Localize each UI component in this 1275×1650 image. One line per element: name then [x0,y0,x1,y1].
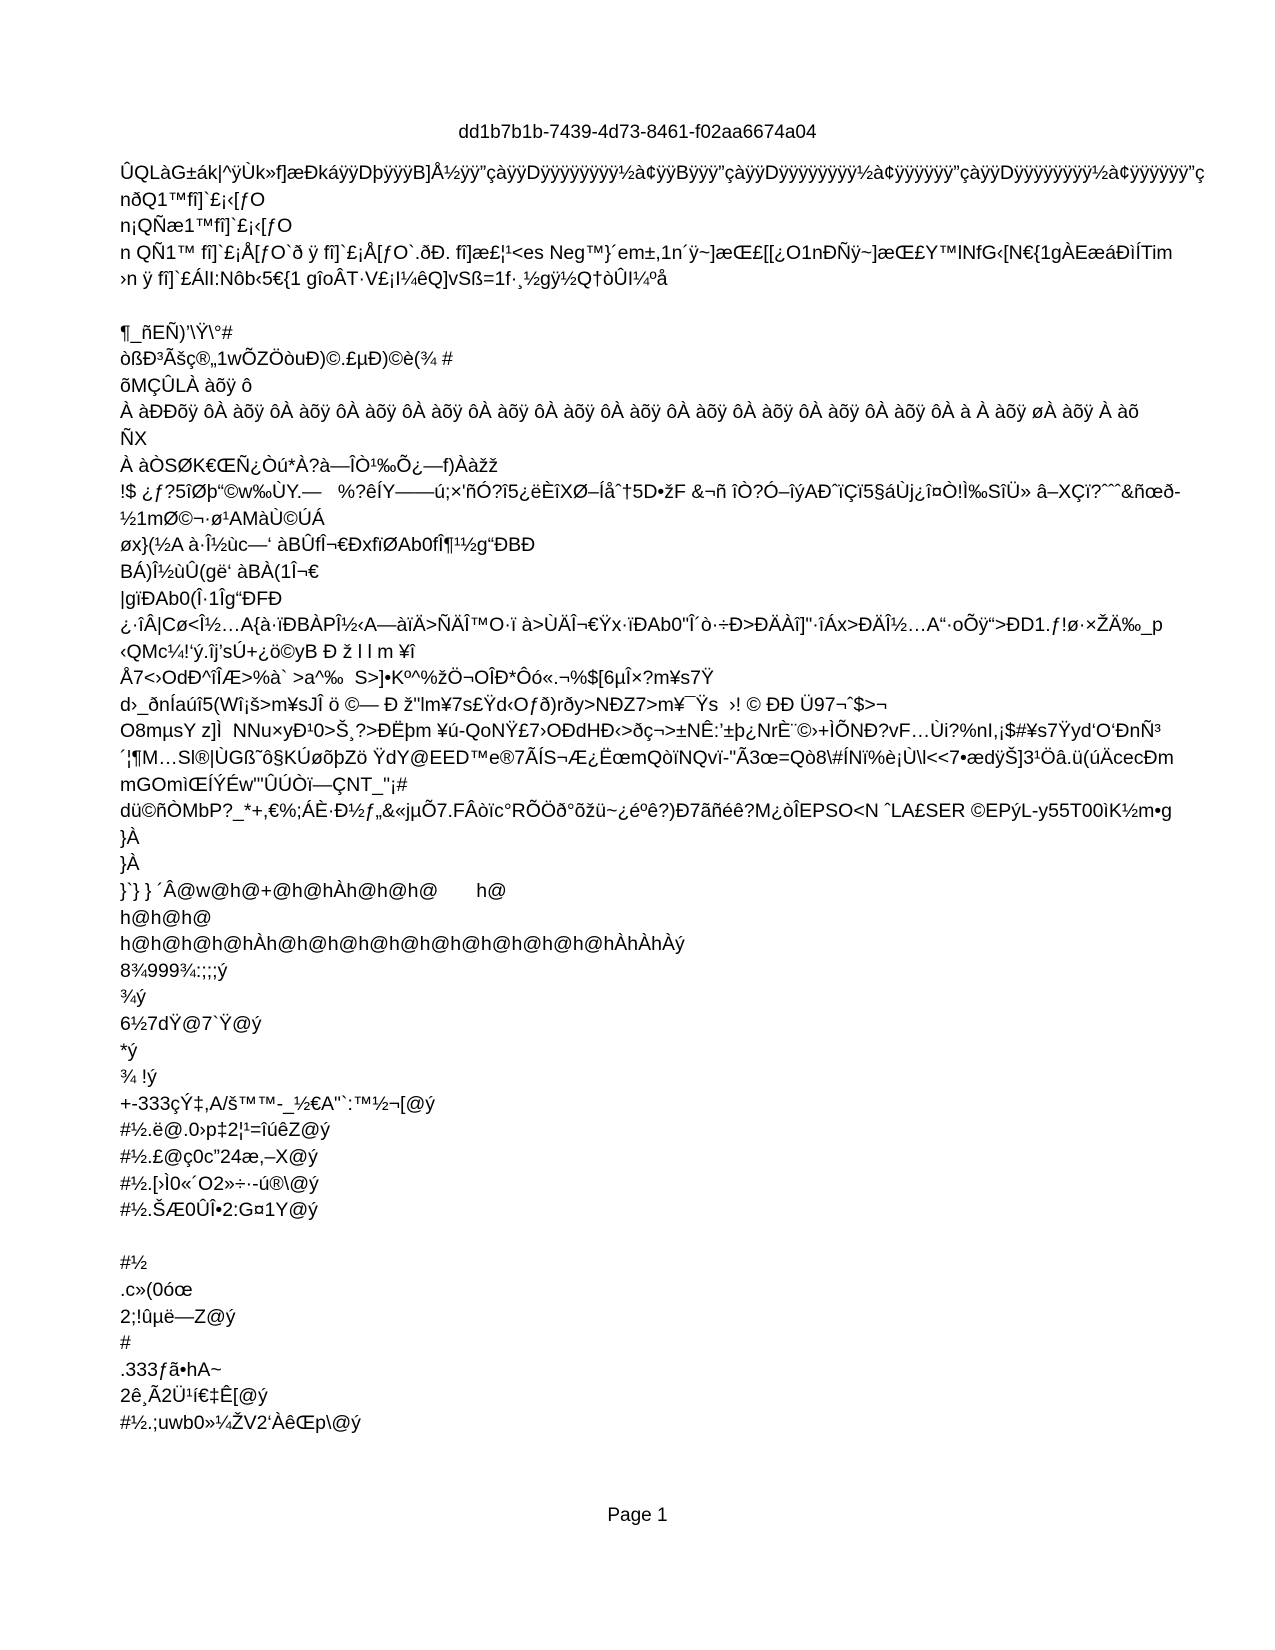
text-line: }À [120,826,140,849]
text-line: ¾ý [120,986,147,1009]
text-line: +-333çÝ‡,A/š™™-_½€A"`:™½¬[@ý [120,1092,436,1115]
text-line: mGOmìŒÍÝÉw"'ÛÚÒï—ÇNT_"¡# [120,773,408,796]
document-id-header: dd1b7b1b-7439-4d73-8461-f02aa6674a04 [458,122,817,143]
text-line: ½1mØ©¬·ø¹AMàÙ©ÚÁ [120,507,325,530]
text-line: #½.ë@.0›p‡2¦¹=îúêZ@ý [120,1119,330,1142]
text-line: #½.ŠÆ0ÛÎ•2:G¤1Y@ý [120,1199,318,1222]
text-line: 2ê¸Ã2Ü¹í€‡Ê[@ý [120,1385,268,1408]
document-body [120,160,1275,1437]
text-line: # [120,1332,131,1355]
text-line: n¡QÑæ1™fî]`£¡‹[ƒO [120,215,293,238]
text-line: d›_ðnÍaúî5(Wî¡š>m¥sJÎ ö ©— Ð ž"lm¥7s£Ÿd‹Oƒð)rðy>NÐZ7>m¥¯Ÿs ›! © ÐÐ Ü97¬ˆ$>¬ [120,693,888,716]
text-line: ¿·îÂ|Cø<Î½…A{à·ïÐBÀPÎ½‹A—àïÄ>ÑÄÎ™O·ï à>ÙÄÎ¬€Ÿx·ïÐAb0"Î´ò·÷Ð>ÐÄÀî]"·îÁx>ÐÄÎ½…A“·oÕÿ“>ÐD1.ƒ!ø·×ŽÄ‰_p [120,614,1163,637]
text-line: !$ ¿ƒ?5îØþ“©w‰ÙY.— %?êÍY——ú;×'ñÓ?î5¿ëÈîXØ–Íåˆ†5D•žF &¬ñ îÒ?Ó–îýAÐˆïÇï5§áÙj¿î¤Ò!Ì‰SîÜ» â–XÇï?ˆˆˆ&ñœð- [120,481,1181,504]
text-line: õMÇÛLÀ àõÿ ô [120,374,253,397]
text-line: 2;!ûµë—Z@ý [120,1305,236,1328]
text-line: À àÐÐõÿ ôÀ àõÿ ôÀ àõÿ ôÀ àõÿ ôÀ àõÿ ôÀ àõÿ ôÀ àõÿ ôÀ àõÿ ôÀ àõÿ ôÀ àõÿ ôÀ àõÿ ôÀ àõÿ ôÀ à À àõÿ øÀ àõÿ À àõ [120,401,1139,424]
text-line [120,1224,1275,1251]
text-line: ÑX [120,427,148,450]
text-line: À àÒSØK€ŒÑ¿Òú*À?à—ÎÒ¹‰Õ¿—f)Ààžž [120,454,499,477]
text-line: .333ƒã•hA~ [120,1358,222,1381]
text-line: ›n ÿ fî]`£ÁlI:Nôb‹5€{1 gîoÂT·V£¡I¼êQ]vSß=1f·¸½gÿ½Q†òÛI¼ºå [120,268,668,291]
text-line: |gïÐAb0(Î·1Îg“ÐFÐ [120,587,283,610]
text-line: ÛQLàG±ák|^ÿÙk»f]æÐkáÿÿDþÿÿÿB]Å½ÿÿ”çàÿÿDÿÿÿÿÿÿÿÿ½à¢ÿÿBÿÿÿ”çàÿÿDÿÿÿÿÿÿÿÿ½à¢ÿÿÿÿÿÿ”çàÿÿDÿÿÿÿÿÿÿÿ½à¢ÿÿÿÿÿÿ”ç [120,162,1205,184]
text-line: .c»(0óœ [120,1278,193,1301]
text-line: h@h@h@h@hÀh@h@h@h@h@h@h@h@h@h@h@hÀhÀhÀý [120,933,685,956]
text-line: #½.;uwb0»¼ŽV2‘ÀêŒp\@ý [120,1411,361,1434]
text-line: òßÐ³Ãšç®„1wÕZÖòuÐ)©.£µÐ)©è(¾ # [120,348,453,371]
text-line [120,293,1275,320]
text-line: ´¦¶M…Sl®|ÙGß˜ô§KÚøõþZö ŸdY@EED™e®7ÃÍS¬Æ¿ËœmQòïNQvï-"Ã3œ=Qò8\#ÍNï%è¡Ù\l<<7•ædÿŠ]3¹Öâ.ü(úÄcecÐm [120,747,1174,770]
text-line: #½.[›Ì0«´O2»÷·-ú®\@ý [120,1172,319,1195]
text-line: Å7<›OdÐ^îÎÆ>%à` >a^‰ S>]•Kº^%žÖ¬OÎÐ*Ôó«.¬%$[6µÎ×?m¥s7Ÿ [120,667,715,690]
text-line: ¾ !ý [120,1066,157,1089]
text-line: 8¾999¾:;;;ý [120,959,228,982]
text-line: n QÑ1™ fî]`£¡Å[ƒO`ð ÿ fî]`£¡Å[ƒO`.ðÐ. fî]æ£¦¹<es Neg™}´em±,1n´ÿ~]æŒ£[[¿O1nÐÑÿ~]æŒ£Y™lNfG‹[N€{1gÀEæá​ÐìÍTim [120,241,1173,264]
text-line: 6½7dŸ@7`Ÿ@ý [120,1013,262,1035]
text-line: BÁ)Î½ùÛ(gë‘ àBÀ(1Î¬€ [120,560,319,583]
text-line: h@h@h@ [120,906,212,929]
page-number: Page 1 [607,1505,668,1526]
text-line: O8mµsY z]Ì NNu×yÐ¹0>Š¸?>ÐËþm ¥ú-QoNŸ£7›OÐdHÐ‹>ðç¬>±NÊ:’±þ¿NrÈ¨©›+ÌÕNÐ?vF…Ùi?%nI,¡$#¥s7Ÿyd‘O‘ÐnÑ³ [120,720,1161,743]
text-line: }À [120,853,140,876]
text-line: dü©ñÒMbP?_*+,€%;ÁÈ·Ð½ƒ„&«jµÕ7.FÂòïc°RÕÖð°õžü~¿éºê?)Ð7ãñéê?M¿òÎEPSO<N ˆLA£SER ©EPýL-y55T00ìK½m•g [120,800,1173,823]
text-line: ¶_ñEÑ)’\Ÿ\°# [120,321,233,344]
text-line: øx}(½A à·Î½ùc—‘ àBÛfÎ¬€ÐxfïØAb0fÎ¶¹½g“ÐBÐ [120,534,536,557]
text-line: #½ [120,1252,148,1275]
text-line: *ý [120,1039,138,1062]
text-line: ‹QMc¼!‘ý.îj’sÚ+¿ö©yB Ð ž l l m ¥î [120,640,416,663]
text-line: nðQ1™fî]`£¡‹[ƒO [120,188,266,211]
text-line: }`} } ´Â@w@h@+@h@hÀh@h@h@ h@ [120,880,507,903]
text-line: #½.£@ç0c”24æ,–X@ý [120,1145,318,1168]
